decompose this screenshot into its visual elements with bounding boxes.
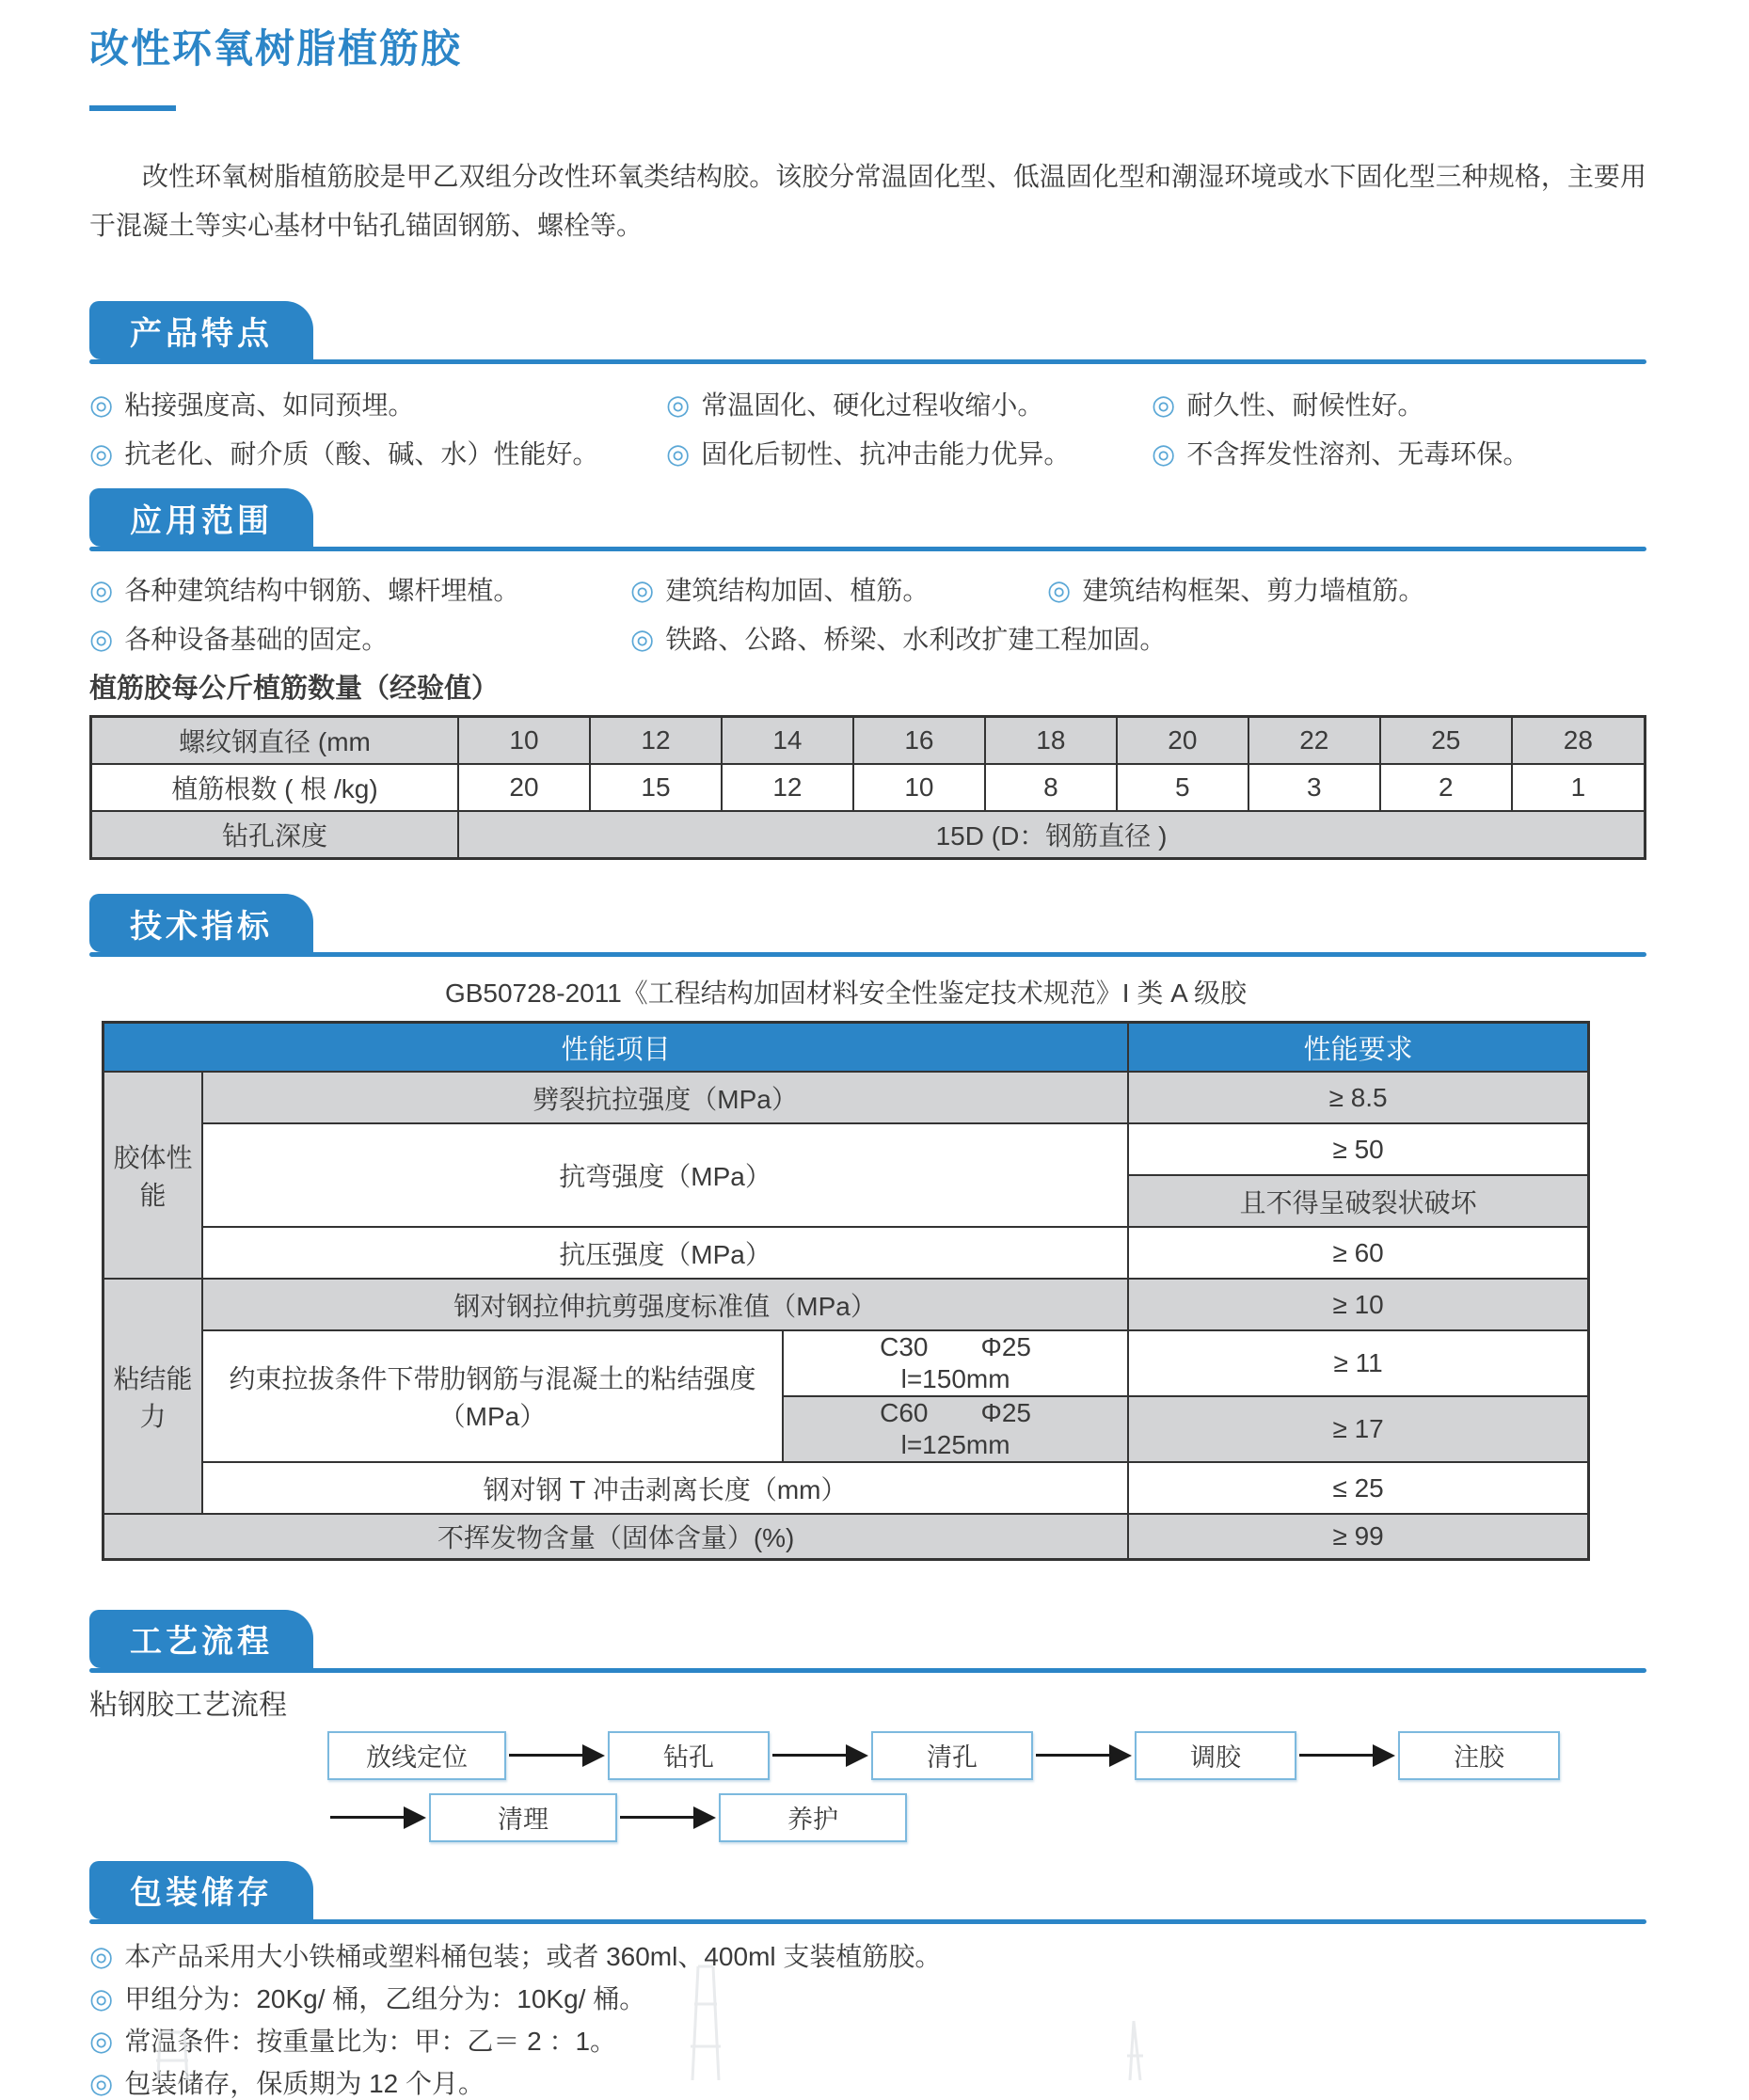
condition-line: C60 Φ25 <box>880 1398 1031 1427</box>
double-circle-bullet-icon: ◎ <box>89 625 114 655</box>
table-row <box>103 1462 1589 1514</box>
list-item <box>89 572 630 610</box>
feature-text: 抗老化、耐介质（酸、碱、水）性能好。 <box>124 439 599 469</box>
application-text: 各种建筑结构中钢筋、螺杆埋植。 <box>124 576 520 605</box>
feature-text: 固化后韧性、抗冲击能力优异。 <box>701 439 1071 469</box>
cell: 5 <box>1117 764 1248 811</box>
arrow-right-icon <box>620 1806 716 1829</box>
flow-step-box: 清理 <box>429 1793 617 1842</box>
section-rule-line <box>89 359 1646 364</box>
requirement-value: ≥ 50 <box>1128 1123 1588 1175</box>
property-label: 劈裂抗拉强度（MPa） <box>202 1072 1128 1123</box>
column-header-req: 性能要求 <box>1128 1023 1588 1073</box>
table-row-depth <box>91 811 1646 859</box>
intro-paragraph: 改性环氧树脂植筋胶是甲乙双组分改性环氧类结构胶。该胶分常温固化型、低温固化型和潮湿环境或水下固化型三种规格，主要用于混凝土等实心基材中钻孔锚固钢筋、螺栓等。 <box>89 162 1646 240</box>
list-item <box>89 1941 1646 1973</box>
double-circle-bullet-icon: ◎ <box>89 2026 114 2057</box>
features-heading-badge: 产品特点 <box>89 301 313 359</box>
list-item <box>1152 436 1646 473</box>
condition-line: l=125mm <box>900 1430 1010 1459</box>
double-circle-bullet-icon: ◎ <box>89 390 114 421</box>
process-heading-badge: 工艺流程 <box>89 1610 313 1668</box>
group-cell-bond: 粘结能力 <box>103 1279 202 1514</box>
flow-step-box: 放线定位 <box>327 1731 506 1780</box>
flow-step-box: 清孔 <box>871 1731 1033 1780</box>
section-header-applications <box>89 488 1646 551</box>
section-header-tech <box>89 894 1646 957</box>
rebar-table-title: 植筋胶每公斤植筋数量（经验值） <box>89 674 500 704</box>
application-text: 铁路、公路、桥梁、水利改扩建工程加固。 <box>665 625 1167 654</box>
property-label: 钢对钢 T 冲击剥离长度（mm） <box>202 1462 1128 1514</box>
process-flow-label: 粘钢胶工艺流程 <box>89 1689 287 1721</box>
double-circle-bullet-icon: ◎ <box>89 439 114 469</box>
packaging-list <box>89 1941 1646 2100</box>
tech-standard-note: GB50728-2011《工程结构加固材料安全性鉴定技术规范》I 类 A 级胶 <box>444 978 1248 1008</box>
section-header-features <box>89 301 1646 364</box>
requirement-value: ≥ 11 <box>1128 1330 1588 1396</box>
requirement-value: ≥ 10 <box>1128 1279 1588 1330</box>
list-item <box>666 387 1152 424</box>
condition-line: C30 Φ25 <box>880 1332 1031 1361</box>
cell: 10 <box>458 717 590 765</box>
rebar-count-table <box>89 715 1646 860</box>
list-item <box>89 1983 1646 2015</box>
double-circle-bullet-icon: ◎ <box>1152 439 1176 469</box>
list-item <box>630 621 1167 659</box>
flow-step-box: 注胶 <box>1398 1731 1560 1780</box>
cell: 16 <box>853 717 985 765</box>
application-text: 建筑结构加固、植筋。 <box>665 576 930 605</box>
requirement-value: ≥ 8.5 <box>1128 1072 1588 1123</box>
double-circle-bullet-icon: ◎ <box>666 390 691 421</box>
application-text: 建筑结构框架、剪力墙植筋。 <box>1082 576 1425 605</box>
table-row <box>103 1227 1589 1279</box>
flow-step-box: 养护 <box>719 1793 907 1842</box>
table-row <box>103 1279 1589 1330</box>
list-item <box>1047 572 1646 610</box>
double-circle-bullet-icon: ◎ <box>89 1983 114 2014</box>
requirement-value: ≥ 99 <box>1128 1514 1588 1559</box>
table-row-diameter <box>91 717 1646 765</box>
double-circle-bullet-icon: ◎ <box>630 576 655 606</box>
process-flow-row-2 <box>327 1793 1646 1842</box>
column-header-item: 性能项目 <box>103 1023 1129 1073</box>
requirement-value: ≥ 60 <box>1128 1227 1588 1279</box>
tech-heading-badge: 技术指标 <box>89 894 313 952</box>
process-flow-row-1 <box>327 1731 1646 1780</box>
list-item <box>630 572 1047 610</box>
flow-step-box: 钻孔 <box>608 1731 770 1780</box>
table-row <box>103 1072 1589 1123</box>
packaging-text: 常温条件：按重量比为：甲：乙＝ 2 ：1。 <box>124 2026 617 2056</box>
packaging-text: 本产品采用大小铁桶或塑料桶包装；或者 360ml、400ml 支装植筋胶。 <box>124 1941 942 1971</box>
application-text: 各种设备基础的固定。 <box>124 625 389 654</box>
section-header-process <box>89 1610 1646 1673</box>
row-label: 植筋根数 ( 根 /kg) <box>91 764 459 811</box>
flow-step-box: 调胶 <box>1135 1731 1296 1780</box>
feature-text: 粘接强度高、如同预埋。 <box>124 390 415 420</box>
cell: 20 <box>458 764 590 811</box>
section-rule-line <box>89 1919 1646 1924</box>
cell: 3 <box>1248 764 1380 811</box>
title-underline <box>89 105 176 111</box>
row-label: 钻孔深度 <box>91 811 459 859</box>
cell: 18 <box>985 717 1117 765</box>
table-row-count <box>91 764 1646 811</box>
cell: 15 <box>590 764 722 811</box>
double-circle-bullet-icon: ◎ <box>89 576 114 606</box>
applications-list <box>89 572 1646 659</box>
packaging-text: 包装储存，保质期为 12 个月。 <box>124 2068 485 2098</box>
table-row <box>103 1330 1589 1396</box>
requirement-value: ≥ 17 <box>1128 1396 1588 1462</box>
packaging-heading-badge: 包装储存 <box>89 1861 313 1919</box>
document-page <box>89 0 1646 2100</box>
cell: 2 <box>1380 764 1512 811</box>
list-item <box>1152 387 1646 424</box>
property-label: 抗压强度（MPa） <box>202 1227 1128 1279</box>
cell: 22 <box>1248 717 1380 765</box>
list-item <box>89 621 630 659</box>
list-item <box>89 387 666 424</box>
list-item <box>89 2068 1646 2100</box>
features-list <box>89 387 1646 473</box>
cell: 12 <box>722 764 853 811</box>
section-rule-line <box>89 1668 1646 1673</box>
row-label: 螺纹钢直径 (mm <box>91 717 459 765</box>
cell: 20 <box>1117 717 1248 765</box>
cell: 25 <box>1380 717 1512 765</box>
feature-text: 常温固化、硬化过程收缩小。 <box>701 390 1044 420</box>
arrow-right-icon <box>509 1744 605 1767</box>
arrow-right-icon <box>772 1744 868 1767</box>
packaging-text: 甲组分为：20Kg/ 桶，乙组分为：10Kg/ 桶。 <box>124 1983 646 2013</box>
page-title: 改性环氧树脂植筋胶 <box>89 26 463 71</box>
applications-heading-badge: 应用范围 <box>89 488 313 547</box>
cell: 1 <box>1512 764 1646 811</box>
property-label: 约束拉拔条件下带肋钢筋与混凝土的粘结强度（MPa） <box>202 1330 783 1462</box>
double-circle-bullet-icon: ◎ <box>89 2068 114 2099</box>
cell: 8 <box>985 764 1117 811</box>
condition-cell <box>783 1396 1128 1462</box>
cell: 12 <box>590 717 722 765</box>
property-label: 不挥发物含量（固体含量）(%) <box>103 1514 1129 1559</box>
arrow-right-icon <box>1036 1744 1132 1767</box>
list-item <box>89 2026 1646 2058</box>
cell: 28 <box>1512 717 1646 765</box>
table-header-row <box>103 1023 1589 1073</box>
double-circle-bullet-icon: ◎ <box>630 625 655 655</box>
double-circle-bullet-icon: ◎ <box>666 439 691 469</box>
condition-cell <box>783 1330 1128 1396</box>
table-row <box>103 1514 1589 1559</box>
arrow-right-icon <box>330 1806 426 1829</box>
section-header-packaging <box>89 1861 1646 1924</box>
table-row <box>103 1123 1589 1175</box>
feature-text: 耐久性、耐候性好。 <box>1186 390 1424 420</box>
list-item <box>666 436 1152 473</box>
condition-line: l=150mm <box>900 1364 1010 1393</box>
double-circle-bullet-icon: ◎ <box>1152 390 1176 421</box>
property-label: 抗弯强度（MPa） <box>202 1123 1128 1227</box>
cell: 10 <box>853 764 985 811</box>
list-item <box>89 436 666 473</box>
requirement-value: ≤ 25 <box>1128 1462 1588 1514</box>
double-circle-bullet-icon: ◎ <box>1047 576 1072 606</box>
section-rule-line <box>89 952 1646 957</box>
property-label: 钢对钢拉伸抗剪强度标准值（MPa） <box>202 1279 1128 1330</box>
arrow-right-icon <box>1299 1744 1395 1767</box>
requirement-value: 且不得呈破裂状破坏 <box>1128 1175 1588 1227</box>
group-cell-glue: 胶体性能 <box>103 1072 202 1279</box>
tech-spec-table <box>102 1021 1590 1561</box>
double-circle-bullet-icon: ◎ <box>89 1941 114 1972</box>
cell: 14 <box>722 717 853 765</box>
section-rule-line <box>89 547 1646 551</box>
cell-span: 15D (D：钢筋直径 ) <box>458 811 1646 859</box>
feature-text: 不含挥发性溶剂、无毒环保。 <box>1186 439 1530 469</box>
